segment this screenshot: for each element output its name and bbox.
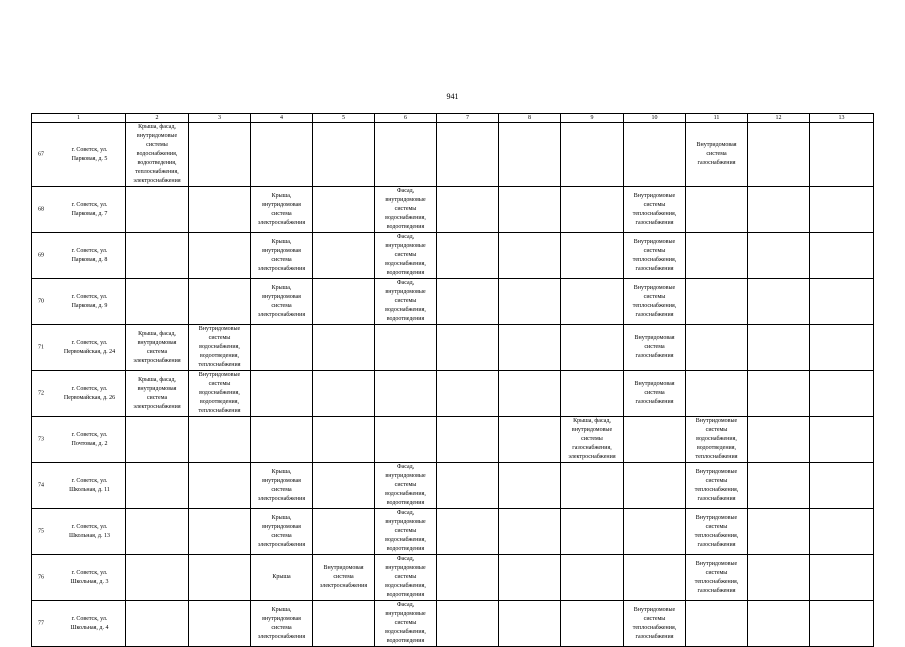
cell-col-13 <box>810 325 874 371</box>
cell-col-10: Внутридомовые системы теплоснабжения, газоснабжения <box>624 279 686 325</box>
table-row <box>32 123 874 187</box>
cell-col-3 <box>189 555 251 601</box>
page-number: 941 <box>446 92 459 101</box>
column-header-9: 9 <box>561 114 624 123</box>
cell-col-6 <box>375 325 437 371</box>
cell-col-6 <box>375 371 437 417</box>
cell-col-5 <box>313 233 375 279</box>
cell-col-2 <box>126 417 189 463</box>
repair-schedule-table <box>31 113 874 647</box>
column-header-13: 13 <box>810 114 874 123</box>
cell-col-10 <box>624 509 686 555</box>
address: г. Советск, ул. Первомайская, д. 26 <box>63 385 116 401</box>
row-label-cell <box>32 233 126 279</box>
cell-col-3 <box>189 417 251 463</box>
row-number: 71 <box>38 344 44 350</box>
cell-col-10: Внутридомовые системы теплоснабжения, газоснабжения <box>624 601 686 647</box>
cell-col-7 <box>437 325 499 371</box>
cell-col-11: Внутридомовые системы теплоснабжения, газоснабжения <box>686 509 748 555</box>
cell-col-10 <box>624 123 686 187</box>
cell-col-2: Крыша, фасад, внутридомовые системы водоснабжения, водоотведения, теплоснабжения, электроснабжения <box>126 123 189 187</box>
table-row <box>32 555 874 601</box>
cell-col-4: Крыша, внутридомовая система электроснабжения <box>251 509 313 555</box>
header-row <box>32 114 874 123</box>
cell-col-11 <box>686 233 748 279</box>
cell-col-9 <box>561 371 624 417</box>
column-header-4: 4 <box>251 114 313 123</box>
cell-col-6 <box>375 123 437 187</box>
cell-col-7 <box>437 509 499 555</box>
cell-col-7 <box>437 187 499 233</box>
row-label-cell <box>32 509 126 555</box>
address: г. Советск, ул. Почтовая, д. 2 <box>71 431 108 447</box>
row-number: 70 <box>38 298 44 304</box>
row-number: 76 <box>38 574 44 580</box>
cell-col-4: Крыша, внутридомовая система электроснабжения <box>251 279 313 325</box>
cell-col-2 <box>126 463 189 509</box>
row-number: 77 <box>38 620 44 626</box>
cell-col-8 <box>499 187 561 233</box>
table-row <box>32 509 874 555</box>
cell-col-12 <box>748 123 810 187</box>
cell-col-7 <box>437 371 499 417</box>
cell-col-13 <box>810 555 874 601</box>
cell-col-8 <box>499 325 561 371</box>
cell-col-4: Крыша, внутридомовая система электроснабжения <box>251 187 313 233</box>
column-header-2: 2 <box>126 114 189 123</box>
cell-col-3: Внутридомовые системы водоснабжения, водоотведения, теплоснабжения <box>189 325 251 371</box>
cell-col-11 <box>686 187 748 233</box>
cell-col-5 <box>313 187 375 233</box>
cell-col-12 <box>748 555 810 601</box>
cell-col-11: Внутридомовые системы водоснабжения, водоотведения, теплоснабжения <box>686 417 748 463</box>
row-label-cell <box>32 417 126 463</box>
cell-col-7 <box>437 233 499 279</box>
table-row <box>32 279 874 325</box>
cell-col-9 <box>561 463 624 509</box>
cell-col-2 <box>126 233 189 279</box>
cell-col-12 <box>748 187 810 233</box>
column-header-6: 6 <box>375 114 437 123</box>
cell-col-11 <box>686 371 748 417</box>
cell-col-13 <box>810 279 874 325</box>
cell-col-4 <box>251 371 313 417</box>
row-label-cell <box>32 555 126 601</box>
cell-col-12 <box>748 463 810 509</box>
cell-col-2 <box>126 555 189 601</box>
cell-col-3 <box>189 233 251 279</box>
cell-col-5 <box>313 123 375 187</box>
row-label-cell <box>32 371 126 417</box>
row-label-cell <box>32 325 126 371</box>
cell-col-11: Внутридомовые системы теплоснабжения, газоснабжения <box>686 463 748 509</box>
cell-col-5 <box>313 509 375 555</box>
cell-col-2 <box>126 509 189 555</box>
cell-col-9 <box>561 279 624 325</box>
table-row <box>32 187 874 233</box>
cell-col-8 <box>499 233 561 279</box>
address: г. Советск, ул. Школьная, д. 11 <box>69 477 110 493</box>
cell-col-13 <box>810 417 874 463</box>
cell-col-13 <box>810 463 874 509</box>
address: г. Советск, ул. Парковая, д. 5 <box>71 146 108 162</box>
cell-col-9 <box>561 325 624 371</box>
cell-col-9 <box>561 555 624 601</box>
row-label-cell <box>32 123 126 187</box>
cell-col-13 <box>810 509 874 555</box>
cell-col-5 <box>313 325 375 371</box>
column-header-11: 11 <box>686 114 748 123</box>
cell-col-3 <box>189 123 251 187</box>
cell-col-6: Фасад, внутридомовые системы водоснабжения, водоотведения <box>375 233 437 279</box>
cell-col-5 <box>313 279 375 325</box>
cell-col-6: Фасад, внутридомовые системы водоснабжения, водоотведения <box>375 279 437 325</box>
cell-col-6: Фасад, внутридомовые системы водоснабжения, водоотведения <box>375 187 437 233</box>
table-row <box>32 233 874 279</box>
cell-col-6: Фасад, внутридомовые системы водоснабжения, водоотведения <box>375 555 437 601</box>
cell-col-7 <box>437 279 499 325</box>
cell-col-12 <box>748 279 810 325</box>
cell-col-8 <box>499 371 561 417</box>
cell-col-3 <box>189 187 251 233</box>
cell-col-8 <box>499 279 561 325</box>
cell-col-4 <box>251 123 313 187</box>
cell-col-10: Внутридомовая система газоснабжения <box>624 325 686 371</box>
cell-col-4 <box>251 417 313 463</box>
cell-col-8 <box>499 123 561 187</box>
cell-col-10 <box>624 555 686 601</box>
cell-col-8 <box>499 417 561 463</box>
column-header-5: 5 <box>313 114 375 123</box>
cell-col-13 <box>810 233 874 279</box>
cell-col-11: Внутридомовые системы теплоснабжения, газоснабжения <box>686 555 748 601</box>
cell-col-7 <box>437 555 499 601</box>
row-number: 69 <box>38 252 44 258</box>
table-row <box>32 325 874 371</box>
address: г. Советск, ул. Школьная, д. 13 <box>68 523 110 539</box>
cell-col-2: Крыша, фасад, внутридомовая система электроснабжения <box>126 325 189 371</box>
column-header-3: 3 <box>189 114 251 123</box>
cell-col-13 <box>810 187 874 233</box>
table-row <box>32 463 874 509</box>
column-header-8: 8 <box>499 114 561 123</box>
row-number: 67 <box>38 151 44 157</box>
cell-col-7 <box>437 463 499 509</box>
cell-col-10: Внутридомовая система газоснабжения <box>624 371 686 417</box>
cell-col-9 <box>561 233 624 279</box>
cell-col-4: Крыша, внутридомовая система электроснабжения <box>251 233 313 279</box>
cell-col-6: Фасад, внутридомовые системы водоснабжения, водоотведения <box>375 509 437 555</box>
cell-col-8 <box>499 463 561 509</box>
row-number: 75 <box>38 528 44 534</box>
cell-col-8 <box>499 555 561 601</box>
cell-col-2 <box>126 279 189 325</box>
column-header-12: 12 <box>748 114 810 123</box>
cell-col-11: Внутридомовая система газоснабжения <box>686 123 748 187</box>
table-row <box>32 371 874 417</box>
address: г. Советск, ул. Школьная, д. 3 <box>70 569 109 585</box>
cell-col-7 <box>437 417 499 463</box>
row-number: 68 <box>38 206 44 212</box>
row-label-cell <box>32 279 126 325</box>
address: г. Советск, ул. Школьная, д. 4 <box>70 615 109 631</box>
cell-col-8 <box>499 509 561 555</box>
cell-col-12 <box>748 371 810 417</box>
column-header-7: 7 <box>437 114 499 123</box>
cell-col-5 <box>313 417 375 463</box>
cell-col-3 <box>189 279 251 325</box>
cell-col-13 <box>810 371 874 417</box>
address: г. Советск, ул. Первомайская, д. 24 <box>63 339 116 355</box>
cell-col-6 <box>375 417 437 463</box>
cell-col-9 <box>561 509 624 555</box>
cell-col-3: Внутридомовые системы водоснабжения, водоотведения, теплоснабжения <box>189 371 251 417</box>
cell-col-10 <box>624 417 686 463</box>
cell-col-6: Фасад, внутридомовые системы водоснабжения, водоотведения <box>375 601 437 647</box>
cell-col-10: Внутридомовые системы теплоснабжения, газоснабжения <box>624 187 686 233</box>
cell-col-3 <box>189 509 251 555</box>
cell-col-4: Крыша, внутридомовая система электроснабжения <box>251 601 313 647</box>
address: г. Советск, ул. Парковая, д. 9 <box>71 293 108 309</box>
column-header-10: 10 <box>624 114 686 123</box>
cell-col-12 <box>748 233 810 279</box>
cell-col-13 <box>810 123 874 187</box>
cell-col-4 <box>251 325 313 371</box>
cell-col-3 <box>189 463 251 509</box>
cell-col-11 <box>686 325 748 371</box>
cell-col-12 <box>748 509 810 555</box>
cell-col-12 <box>748 325 810 371</box>
row-number: 72 <box>38 390 44 396</box>
row-number: 73 <box>38 436 44 442</box>
cell-col-5 <box>313 371 375 417</box>
cell-col-10: Внутридомовые системы теплоснабжения, газоснабжения <box>624 233 686 279</box>
cell-col-11 <box>686 279 748 325</box>
cell-col-4: Крыша <box>251 555 313 601</box>
address: г. Советск, ул. Парковая, д. 8 <box>71 247 108 263</box>
cell-col-9 <box>561 187 624 233</box>
cell-col-12 <box>748 417 810 463</box>
cell-col-2: Крыша, фасад, внутридомовая система электроснабжения <box>126 371 189 417</box>
cell-col-9: Крыша, фасад, внутридомовые системы газоснабжения, электроснабжения <box>561 417 624 463</box>
cell-col-6: Фасад, внутридомовые системы водоснабжения, водоотведения <box>375 463 437 509</box>
cell-col-5: Внутридомовая система электроснабжения <box>313 555 375 601</box>
row-label-cell <box>32 463 126 509</box>
address: г. Советск, ул. Парковая, д. 7 <box>71 201 108 217</box>
cell-col-10 <box>624 463 686 509</box>
cell-col-5 <box>313 463 375 509</box>
cell-col-2 <box>126 187 189 233</box>
cell-col-4: Крыша, внутридомовая система электроснабжения <box>251 463 313 509</box>
cell-col-9 <box>561 123 624 187</box>
row-number: 74 <box>38 482 44 488</box>
cell-col-7 <box>437 123 499 187</box>
row-label-cell <box>32 187 126 233</box>
table-row <box>32 417 874 463</box>
column-header-1: 1 <box>32 114 126 123</box>
